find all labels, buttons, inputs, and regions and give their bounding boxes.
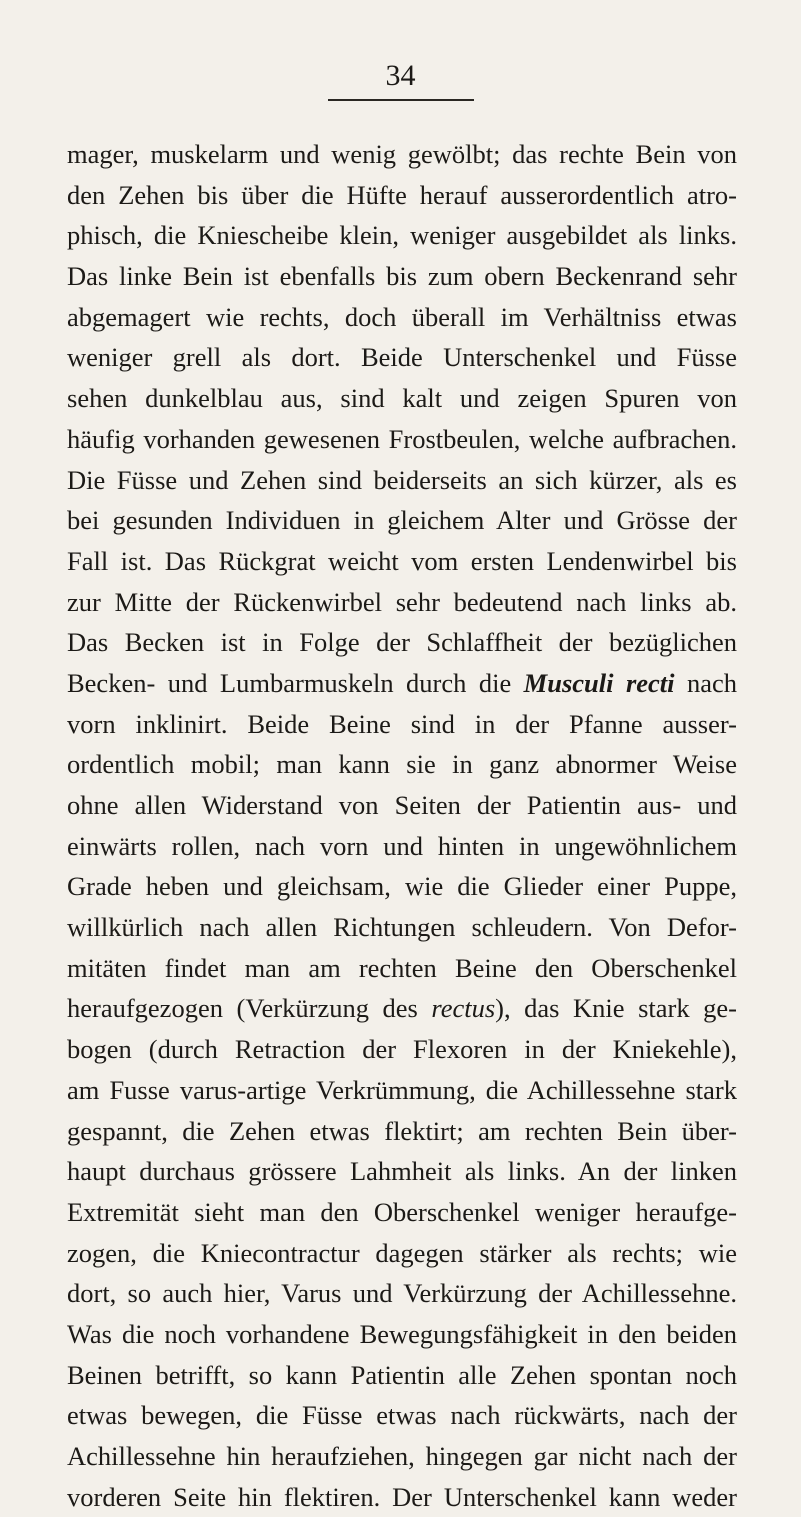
- text-line-with-emphasis: [67, 988, 737, 1029]
- text-line: Extremität sieht man den Oberschenkel weniger heraufge-: [67, 1196, 737, 1227]
- text-line: den Zehen bis über die Hüfte herauf ausserordentlich atro-: [67, 179, 737, 210]
- emphasis-rectus: rectus: [431, 993, 496, 1024]
- text-line: Das Becken ist in Folge der Schlaffheit der bezüglichen: [67, 627, 737, 658]
- text-line: sehen dunkelblau aus, sind kalt und zeigen Spuren von: [67, 383, 737, 414]
- text-line: willkürlich nach allen Richtungen schleudern. Von Defor-: [67, 912, 737, 943]
- text-line: phisch, die Kniescheibe klein, weniger ausgebildet als links.: [67, 220, 737, 251]
- text-line: abgemagert wie rechts, doch überall im Verhältniss etwas: [67, 301, 737, 332]
- text-line: etwas bewegen, die Füsse etwas nach rückwärts, nach der: [67, 1400, 737, 1431]
- text-line: gespannt, die Zehen etwas flektirt; am rechten Bein über-: [67, 1115, 737, 1146]
- text-line: Achillessehne hin heraufziehen, hingegen gar nicht nach der: [67, 1441, 737, 1471]
- text-line: mitäten findet man am rechten Beine den Oberschenkel: [67, 952, 737, 983]
- body-text: [67, 134, 737, 1517]
- text-line-with-emphasis: [67, 663, 737, 704]
- text-line: am Fusse varus-artige Verkrümmung, die Achillessehne stark: [67, 1074, 737, 1105]
- line-text-before: Becken- und Lumbarmuskeln durch die: [67, 667, 524, 698]
- text-line: mager, muskelarm und wenig gewölbt; das rechte Bein von: [67, 139, 737, 169]
- text-line: vorderen Seite hin flektiren. Der Unterschenkel kann weder: [67, 1481, 737, 1512]
- header-rule: [328, 99, 474, 101]
- page-number: 34: [385, 59, 416, 92]
- text-line: Die Füsse und Zehen sind beiderseits an sich kürzer, als es: [67, 464, 737, 495]
- text-line: ordentlich mobil; man kann sie in ganz abnormer Weise: [67, 749, 737, 780]
- text-line: Was die noch vorhandene Bewegungsfähigkeit in den beiden: [67, 1318, 737, 1349]
- text-line: Fall ist. Das Rückgrat weicht vom ersten Lendenwirbel bis: [67, 545, 737, 576]
- text-line: haupt durchaus grössere Lahmheit als links. An der linken: [67, 1156, 737, 1187]
- text-line: dort, so auch hier, Varus und Verkürzung der Achillessehne.: [67, 1278, 737, 1309]
- line-text-after: nach: [674, 667, 738, 698]
- text-line: Grade heben und gleichsam, wie die Glieder einer Puppe,: [67, 871, 737, 902]
- line-text-after: ), das Knie stark ge-: [495, 993, 738, 1024]
- text-line: vorn inklinirt. Beide Beine sind in der Pfanne ausser-: [67, 708, 737, 739]
- text-line: zur Mitte der Rückenwirbel sehr bedeutend nach links ab.: [67, 586, 737, 617]
- text-line: häufig vorhanden gewesenen Frostbeulen, welche aufbrachen.: [67, 423, 737, 454]
- text-line: weniger grell als dort. Beide Unterschenkel und Füsse: [67, 342, 737, 373]
- text-line: ohne allen Widerstand von Seiten der Patientin aus- und: [67, 790, 737, 820]
- text-line: zogen, die Kniecontractur dagegen stärker als rechts; wie: [67, 1237, 737, 1268]
- text-line: bogen (durch Retraction der Flexoren in der Kniekehle),: [67, 1034, 737, 1065]
- text-line: Das linke Bein ist ebenfalls bis zum obern Beckenrand sehr: [67, 261, 737, 292]
- text-line: bei gesunden Individuen in gleichem Alter und Grösse der: [67, 505, 737, 536]
- emphasis-musculi-recti: Musculi recti: [523, 667, 675, 698]
- line-text-before: heraufgezogen (Verkürzung des: [67, 993, 432, 1024]
- text-line: einwärts rollen, nach vorn und hinten in ungewöhnlichem: [67, 830, 737, 861]
- text-line: Beinen betrifft, so kann Patientin alle Zehen spontan noch: [67, 1359, 737, 1390]
